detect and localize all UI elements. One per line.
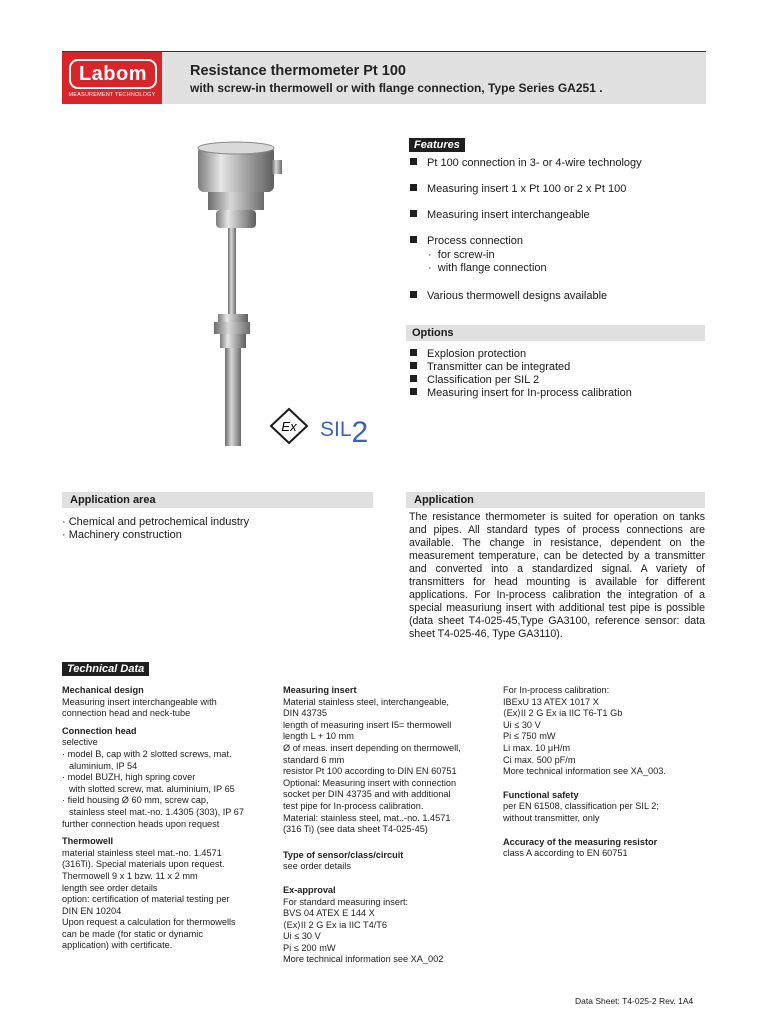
feature-item: Process connection (410, 235, 523, 248)
feature-item: Various thermowell designs available (410, 290, 607, 303)
sensor-type-heading: Type of sensor/class/circuit (283, 849, 404, 860)
tech-col-1: Mechanical design Measuring insert interchangeable with connection head and neck-tube Connection head selective · model B, cap with 2 slotted screws, mat. aluminium, IP 54 · model BUZH, high spring cover with slotted screw, mat. aluminium, IP 65 · field housing Ø 60 mm, screw cap, stainless steel mat.-no. 1.4305 (303), IP 67 further connection heads upon request Thermowell material stainless steel mat.-no. 1.4571 (316Ti). Special materials upon request. Thermowell 9 x 1 bzw. 11 x 2 mm length see order details option: certification of material testing per DIN EN 10204 Upon request a calculation for thermowells can be made (for static or dynamic application) with certificate. (62, 685, 245, 951)
sil-text: SIL (320, 418, 352, 441)
ex-mark-text: Ex (281, 419, 297, 434)
tech-col-3: For In-process calibration: IBExU 13 ATEX 1017 X ⟨Ex⟩II 2 G Ex ia IIC T6-T1 Gb Ui ≤ 30 V Pi ≤ 750 mW Li max. 10 μH/m Ci max. 500 pF/m More technical information see XA_003. Functional safety per EN 61508, classification per SIL 2; without transmitter, only Accuracy of the measuring resistor class A according to EN 60751 (503, 685, 666, 859)
option-item: Transmitter can be integrated (410, 361, 570, 374)
options-label: Options (406, 325, 705, 341)
ex-approval-heading: Ex-approval (283, 884, 336, 895)
thermowell-heading: Thermowell (62, 836, 114, 847)
application-area-item: · Machinery construction (62, 529, 182, 541)
footer-datasheet: Data Sheet: T4-025-2 Rev. 1A4 (575, 996, 694, 1006)
feature-item: Measuring insert 1 x Pt 100 or 2 x Pt 100 (410, 183, 626, 196)
connection-head-heading: Connection head (62, 725, 137, 736)
option-item: Classification per SIL 2 (410, 374, 539, 387)
logo-subtitle: MEASUREMENT TECHNOLOGY (68, 92, 156, 98)
application-text: The resistance thermometer is suited for operation on tanks and pipes. All standard types of process connections are available. The change in resistance, dependent on the measurement temperature, can be detected by a transmitter and converted into a standardized signal. A variety of transmitters for head mounting is available for different applications. For In-process calibration the integration of a special measuriung insert with additional test pipe is possible (data sheet T4-025-45,Type GA3100, reference sensor: data sheet T4-025-46, Type GA3110). (409, 511, 705, 640)
technical-data-label: Technical Data (62, 662, 149, 676)
features-label: Features (409, 138, 465, 152)
application-area-item: · Chemical and petrochemical industry (62, 516, 250, 528)
ex-atex-icon: ⟨Ex⟩ (503, 708, 521, 719)
tech-col-2: Measuring insert Material stainless steel, interchangeable, DIN 43735 length of measuring insert I5= thermowell length L + 10 mm Ø of meas. insert depending on thermowell, standard 6 mm resistor Pt 100 according to DIN EN 60751 Optional: Measuring insert with connection socket per DIN 43735 and with additional test pipe for In-process calibration. Material: stainless steel, mat..-no. 1.4571 (316 Ti) (see data sheet T4-025-45) Type of sensor/class/circuit see order details Ex-approval For standard measuring insert: BVS 04 ATEX E 144 X ⟨Ex⟩II 2 G Ex ia IIC T4/T6 Ui ≤ 30 V Pi ≤ 200 mW More technical information see XA_002 (283, 685, 461, 965)
page-subtitle: with screw-in thermowell or with flange connection, Type Series GA251 . (190, 81, 603, 95)
page-title: Resistance thermometer Pt 100 (190, 63, 406, 79)
ex-atex-icon: ⟨Ex⟩ (283, 919, 301, 930)
measuring-insert-heading: Measuring insert (283, 685, 357, 695)
product-image (180, 138, 300, 450)
application-label: Application (406, 492, 705, 508)
functional-safety-heading: Functional safety (503, 789, 579, 800)
feature-subitem: · with flange connection (428, 262, 547, 274)
application-area-label: Application area (62, 492, 373, 508)
labom-logo (62, 52, 162, 104)
sil2-logo (320, 410, 369, 449)
option-item: Explosion protection (410, 348, 526, 361)
option-item: Measuring insert for In-process calibration (410, 387, 632, 400)
ex-mark-icon (269, 407, 309, 445)
feature-subitem: · for screw-in (428, 249, 495, 261)
logo-text: Labom (69, 59, 157, 89)
feature-item: Pt 100 connection in 3- or 4-wire technology (410, 157, 642, 170)
sil-number: 2 (351, 416, 369, 449)
mechanical-design-heading: Mechanical design (62, 685, 144, 695)
accuracy-heading: Accuracy of the measuring resistor (503, 836, 658, 847)
feature-item: Measuring insert interchangeable (410, 209, 590, 222)
